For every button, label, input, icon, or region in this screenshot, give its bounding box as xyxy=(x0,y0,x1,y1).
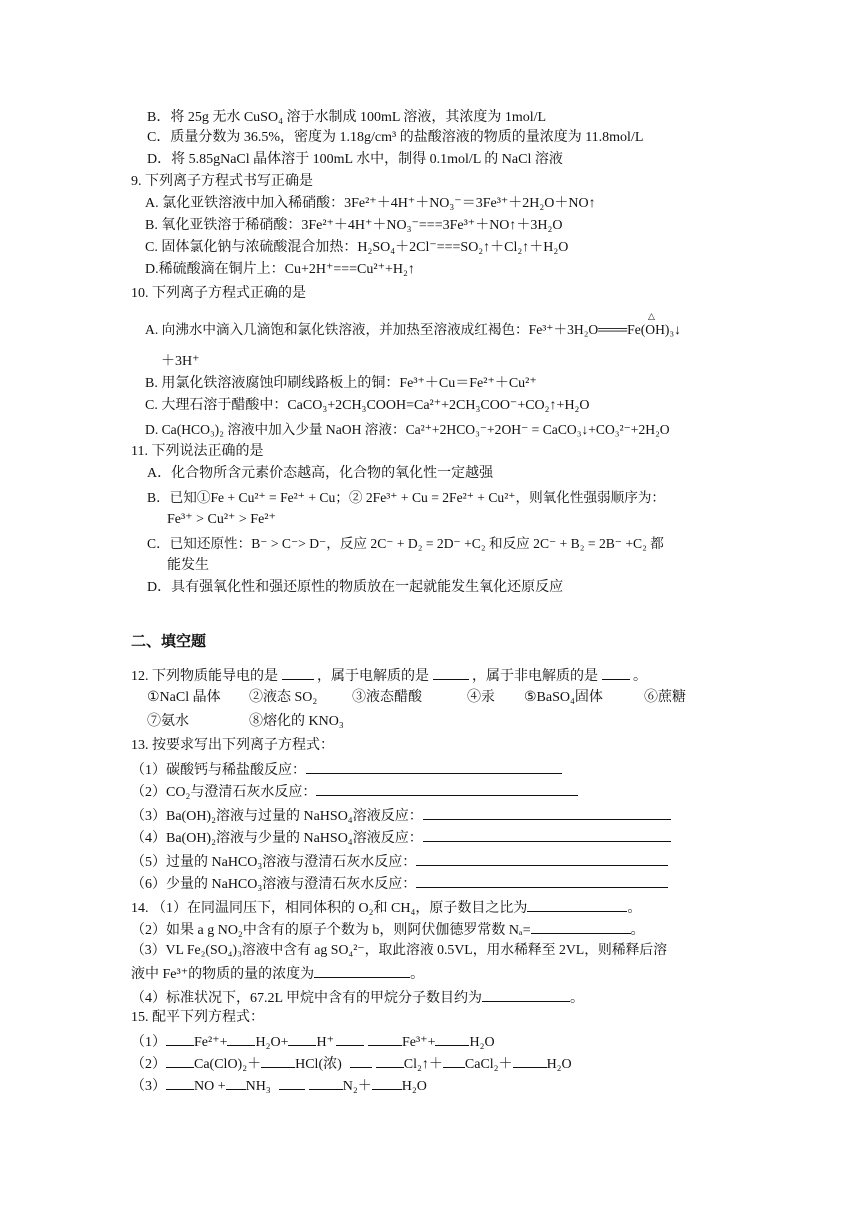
q11-option-b-line2: Fe³⁺ > Cu²⁺ > Fe²⁺ xyxy=(167,512,276,527)
eq-term: CaCl₂＋ xyxy=(464,1057,513,1072)
q13-part-label: （6）少量的 NaHCO₃溶液与澄清石灰水反应： xyxy=(131,877,417,892)
eq-term: HCl(浓) xyxy=(295,1057,342,1072)
q10-option-a-line1: A. 向沸水中滴入几滴饱和氯化铁溶液，并加热至溶液成红褐色：Fe³⁺＋3H₂O═══Fe(OH)₃↓ xyxy=(145,322,681,337)
answer-blank[interactable] xyxy=(423,804,671,820)
q14-text: 14. （1）在同温同压下，相同体积的 O₂和 CH₄，原子数目之比为 xyxy=(131,901,528,916)
coefficient-blank[interactable] xyxy=(166,1030,194,1046)
q11-option-a: A．化合物所含元素价态越高，化合物的氧化性一定越强 xyxy=(147,466,494,481)
q9-option-d: D.稀硫酸滴在铜片上：Cu+2H⁺===Cu²⁺+H₂↑ xyxy=(145,262,415,277)
q14-text: 液中 Fe³⁺的物质的量的浓度为 xyxy=(131,967,315,982)
answer-blank[interactable] xyxy=(416,850,668,866)
eq-term: H⁺ xyxy=(316,1035,334,1050)
coefficient-blank[interactable] xyxy=(368,1030,402,1046)
section-heading: 二、填空题 xyxy=(131,632,207,650)
reaction-arrow-line xyxy=(336,1030,364,1046)
q13-part xyxy=(131,826,671,849)
coefficient-blank[interactable] xyxy=(309,1074,343,1090)
q11-option-c-line1: C．已知还原性：B⁻ > C⁻> D⁻，反应 2C⁻ + D₂ = 2D⁻ +C₂ 和反应 2C⁻ + B₂ = 2B⁻ +C₂ 都 xyxy=(147,536,664,551)
eq-term: Fe²⁺+ xyxy=(194,1035,228,1050)
q13-part-label: （2）CO₂与澄清石灰水反应： xyxy=(131,785,317,800)
answer-blank[interactable] xyxy=(527,896,627,912)
q14-text: （4）标准状况下，67.2L 甲烷中含有的甲烷分子数目约为 xyxy=(131,991,483,1006)
eq-label: （2） xyxy=(131,1057,166,1072)
eq-term: NH₃ xyxy=(245,1079,271,1094)
eq-term: Fe³⁺+ xyxy=(401,1035,436,1050)
answer-blank[interactable] xyxy=(316,780,578,796)
q12-item: ①NaCl 晶体 xyxy=(147,690,221,705)
q10-option-c: C. 大理石溶于醋酸中：CaCO₃+2CH₃COOH=Ca²⁺+2CH₃COO⁻+CO₂↑+H₂O xyxy=(145,398,590,413)
q15-stem: 15. 配平下列方程式： xyxy=(131,1010,264,1025)
q9-option-c: C. 固体氯化钠与浓硫酸混合加热：H₂SO₄＋2Cl⁻===SO₂↑＋Cl₂↑＋H₂O xyxy=(145,240,569,255)
q11-option-b-line1: B．已知①Fe + Cu²⁺ = Fe²⁺ + Cu；② 2Fe³⁺ + Cu = 2Fe²⁺ + Cu²⁺，则氧化性强弱顺序为： xyxy=(147,490,666,505)
reaction-arrow-line xyxy=(279,1074,305,1090)
period: 。 xyxy=(627,901,642,916)
q9-option-a: A. 氯化亚铁溶液中加入稀硝酸：3Fe²⁺＋4H⁺＋NO₃⁻＝3Fe³⁺＋2H₂O＋NO↑ xyxy=(145,196,596,211)
q12-item: ③液态醋酸 xyxy=(352,690,422,705)
q14-part-3-line1: （3）VL Fe₂(SO₄)₃溶液中含有 ag SO₄²⁻，取此溶液 0.5VL，用水稀释至 2VL，则稀释后溶 xyxy=(131,942,668,957)
q13-part-label: （3）Ba(OH)₂溶液与过量的 NaHSO₄溶液反应： xyxy=(131,809,423,824)
q14-part-4 xyxy=(131,986,584,1009)
eq-term: N₂＋ xyxy=(342,1079,372,1094)
q12-stem-part: ，属于非电解质的是 xyxy=(472,669,598,684)
answer-blank[interactable] xyxy=(531,918,631,934)
q10-option-d: D. Ca(HCO₃)₂ 溶液中加入少量 NaOH 溶液：Ca²⁺+2HCO₃⁻+2OH⁻ = CaCO₃↓+CO₃²⁻+2H₂O xyxy=(145,422,670,437)
answer-blank[interactable] xyxy=(416,872,668,888)
q13-part-label: （1）碳酸钙与稀盐酸反应： xyxy=(131,763,306,778)
coefficient-blank[interactable] xyxy=(435,1030,469,1046)
q12-stem xyxy=(131,664,647,687)
q10-option-b: B. 用氯化铁溶液腐蚀印刷线路板上的铜：Fe³⁺＋Cu＝Fe²⁺＋Cu²⁺ xyxy=(145,376,537,391)
answer-blank[interactable] xyxy=(314,962,410,978)
q14-part-3-line2 xyxy=(131,962,424,985)
answer-blank[interactable] xyxy=(423,826,671,842)
coefficient-blank[interactable] xyxy=(166,1074,194,1090)
q13-part xyxy=(131,850,668,873)
answer-blank[interactable] xyxy=(602,664,630,680)
q12-item: ⑧熔化的 KNO₃ xyxy=(249,714,344,729)
heat-symbol: △ xyxy=(648,311,655,321)
q8-option-b: B．将 25g 无水 CuSO₄ 溶于水制成 100mL 溶液，其浓度为 1mol/L xyxy=(147,110,547,125)
coefficient-blank[interactable] xyxy=(288,1030,316,1046)
q13-part xyxy=(131,804,671,827)
answer-blank[interactable] xyxy=(282,664,314,680)
q13-part xyxy=(131,872,668,895)
coefficient-blank[interactable] xyxy=(261,1052,295,1068)
q12-stem-part: 12. 下列物质能导电的是 xyxy=(131,669,278,684)
q15-equation-3 xyxy=(131,1074,427,1097)
q12-stem-part: 。 xyxy=(633,669,647,684)
q15-equation-1 xyxy=(131,1030,495,1053)
eq-term: H₂O xyxy=(546,1057,572,1072)
eq-term: NO + xyxy=(194,1079,226,1094)
coefficient-blank[interactable] xyxy=(226,1074,246,1090)
q13-part xyxy=(131,758,562,781)
coefficient-blank[interactable] xyxy=(376,1052,404,1068)
coefficient-blank[interactable] xyxy=(227,1030,255,1046)
q9-stem: 9. 下列离子方程式书写正确是 xyxy=(131,174,313,189)
q12-item: ④汞 xyxy=(467,690,495,705)
coefficient-blank[interactable] xyxy=(443,1052,465,1068)
period: 。 xyxy=(570,991,585,1006)
q8-option-d: D．将 5.85gNaCl 晶体溶于 100mL 水中，制得 0.1mol/L 的 NaCl 溶液 xyxy=(147,152,563,167)
q14-part-2 xyxy=(131,918,645,941)
eq-label: （1） xyxy=(131,1035,166,1050)
answer-blank[interactable] xyxy=(306,758,562,774)
q13-part xyxy=(131,780,578,803)
q8-option-c: C．质量分数为 36.5%，密度为 1.18g/cm³ 的盐酸溶液的物质的量浓度为 11.8mol/L xyxy=(147,130,644,145)
q10-option-a-line2: ＋3H⁺ xyxy=(161,354,200,369)
q10-stem: 10. 下列离子方程式正确的是 xyxy=(131,286,306,301)
eq-label: （3） xyxy=(131,1079,166,1094)
answer-blank[interactable] xyxy=(433,664,469,680)
eq-term: H₂O xyxy=(469,1035,495,1050)
period: 。 xyxy=(630,923,645,938)
q15-equation-2 xyxy=(131,1052,572,1075)
reaction-arrow-line xyxy=(350,1052,372,1068)
q11-stem: 11. 下列说法正确的是 xyxy=(131,444,264,459)
q11-option-c-line2: 能发生 xyxy=(167,558,209,573)
coefficient-blank[interactable] xyxy=(372,1074,402,1090)
eq-term: H₂O xyxy=(401,1079,427,1094)
q12-stem-part: ，属于电解质的是 xyxy=(317,669,429,684)
coefficient-blank[interactable] xyxy=(513,1052,547,1068)
period: 。 xyxy=(410,967,425,982)
q13-part-label: （5）过量的 NaHCO₃溶液与澄清石灰水反应： xyxy=(131,855,417,870)
q14-part-1 xyxy=(131,896,641,919)
q12-item: ⑦氨水 xyxy=(147,714,189,729)
eq-term: Cl₂↑＋ xyxy=(403,1057,443,1072)
eq-term: Ca(ClO)₂＋ xyxy=(194,1057,262,1072)
answer-blank[interactable] xyxy=(482,986,570,1002)
q13-part-label: （4）Ba(OH)₂溶液与少量的 NaHSO₄溶液反应： xyxy=(131,831,423,846)
q9-option-b: B. 氧化亚铁溶于稀硝酸：3Fe²⁺＋4H⁺＋NO₃⁻===3Fe³⁺＋NO↑＋3H₂O xyxy=(145,218,563,233)
coefficient-blank[interactable] xyxy=(166,1052,194,1068)
q12-item: ⑤BaSO₄固体 xyxy=(524,690,603,705)
q12-item: ⑥蔗糖 xyxy=(644,690,686,705)
q14-text: （2）如果 a g NO₂中含有的原子个数为 b，则阿伏伽德罗常数 Nₐ= xyxy=(131,923,531,938)
q12-item: ②液态 SO₂ xyxy=(249,690,318,705)
q13-stem: 13. 按要求写出下列离子方程式： xyxy=(131,738,334,753)
eq-term: H₂O+ xyxy=(255,1035,289,1050)
q11-option-d: D．具有强氧化性和强还原性的物质放在一起就能发生氧化还原反应 xyxy=(147,580,564,595)
